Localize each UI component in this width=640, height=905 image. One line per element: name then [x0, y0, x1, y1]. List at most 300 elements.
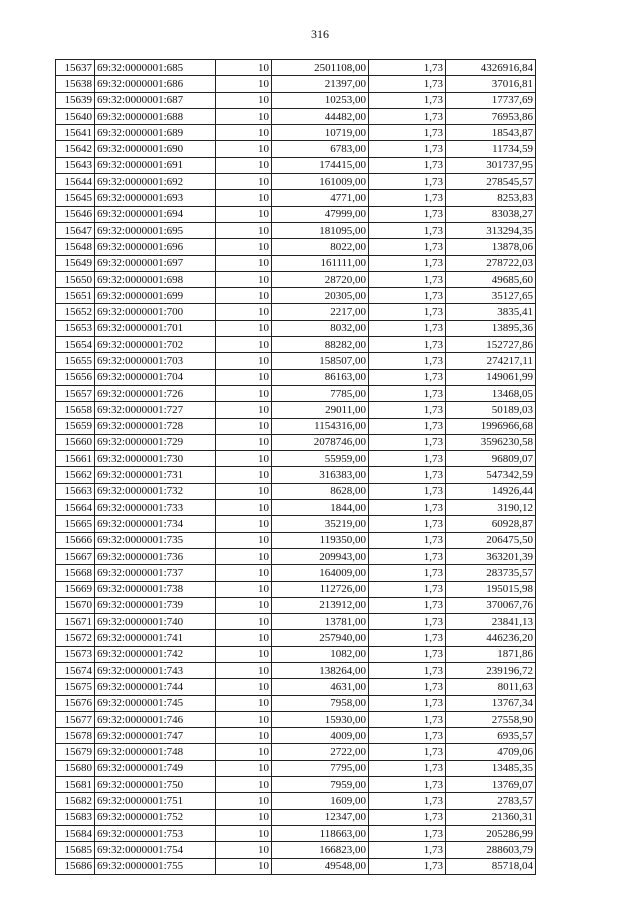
cadastral-value-cell: 8032,00	[272, 320, 369, 336]
cadastral-value-cell: 13781,00	[272, 614, 369, 630]
rate-cell: 10	[216, 548, 272, 564]
row-number-cell: 15683	[56, 809, 95, 825]
rate-cell: 10	[216, 174, 272, 190]
table-row	[56, 711, 536, 727]
table-body	[56, 60, 536, 875]
tax-amount-cell: 37016,81	[446, 76, 536, 92]
cadastral-number-cell: 69:32:0000001:745	[95, 695, 216, 711]
coefficient-cell: 1,73	[369, 532, 446, 548]
row-number-cell: 15669	[56, 581, 95, 597]
cadastral-value-cell: 174415,00	[272, 157, 369, 173]
row-number-cell: 15638	[56, 76, 95, 92]
cadastral-number-cell: 69:32:0000001:741	[95, 630, 216, 646]
row-number-cell: 15643	[56, 157, 95, 173]
rate-cell: 10	[216, 630, 272, 646]
table-row	[56, 581, 536, 597]
table-row	[56, 695, 536, 711]
row-number-cell: 15670	[56, 597, 95, 613]
table-row	[56, 777, 536, 793]
rate-cell: 10	[216, 500, 272, 516]
row-number-cell: 15637	[56, 60, 95, 76]
table-row	[56, 125, 536, 141]
rate-cell: 10	[216, 402, 272, 418]
coefficient-cell: 1,73	[369, 597, 446, 613]
rate-cell: 10	[216, 239, 272, 255]
row-number-cell: 15678	[56, 728, 95, 744]
cadastral-value-cell: 1609,00	[272, 793, 369, 809]
rate-cell: 10	[216, 532, 272, 548]
cadastral-value-cell: 7958,00	[272, 695, 369, 711]
tax-amount-cell: 288603,79	[446, 842, 536, 858]
coefficient-cell: 1,73	[369, 108, 446, 124]
cadastral-number-cell: 69:32:0000001:754	[95, 842, 216, 858]
row-number-cell: 15662	[56, 467, 95, 483]
row-number-cell: 15666	[56, 532, 95, 548]
coefficient-cell: 1,73	[369, 809, 446, 825]
coefficient-cell: 1,73	[369, 385, 446, 401]
coefficient-cell: 1,73	[369, 483, 446, 499]
tax-amount-cell: 3190,12	[446, 500, 536, 516]
coefficient-cell: 1,73	[369, 614, 446, 630]
rate-cell: 10	[216, 565, 272, 581]
rate-cell: 10	[216, 711, 272, 727]
coefficient-cell: 1,73	[369, 125, 446, 141]
row-number-cell: 15677	[56, 711, 95, 727]
cadastral-value-cell: 4631,00	[272, 679, 369, 695]
coefficient-cell: 1,73	[369, 157, 446, 173]
cadastral-number-cell: 69:32:0000001:696	[95, 239, 216, 255]
table-row	[56, 320, 536, 336]
cadastral-number-cell: 69:32:0000001:731	[95, 467, 216, 483]
rate-cell: 10	[216, 125, 272, 141]
tax-amount-cell: 85718,04	[446, 858, 536, 874]
cadastral-value-cell: 316383,00	[272, 467, 369, 483]
cadastral-number-cell: 69:32:0000001:748	[95, 744, 216, 760]
coefficient-cell: 1,73	[369, 744, 446, 760]
table-row	[56, 646, 536, 662]
row-number-cell: 15684	[56, 825, 95, 841]
cadastral-value-cell: 112726,00	[272, 581, 369, 597]
table-row	[56, 288, 536, 304]
rate-cell: 10	[216, 760, 272, 776]
row-number-cell: 15647	[56, 222, 95, 238]
table-row	[56, 434, 536, 450]
row-number-cell: 15665	[56, 516, 95, 532]
cadastral-number-cell: 69:32:0000001:733	[95, 500, 216, 516]
tax-amount-cell: 547342,59	[446, 467, 536, 483]
coefficient-cell: 1,73	[369, 320, 446, 336]
cadastral-number-cell: 69:32:0000001:685	[95, 60, 216, 76]
table-row	[56, 60, 536, 76]
tax-amount-cell: 3596230,58	[446, 434, 536, 450]
row-number-cell: 15660	[56, 434, 95, 450]
row-number-cell: 15661	[56, 451, 95, 467]
coefficient-cell: 1,73	[369, 418, 446, 434]
rate-cell: 10	[216, 662, 272, 678]
coefficient-cell: 1,73	[369, 500, 446, 516]
rate-cell: 10	[216, 646, 272, 662]
table-row	[56, 255, 536, 271]
cadastral-value-cell: 4771,00	[272, 190, 369, 206]
table-row	[56, 516, 536, 532]
row-number-cell: 15654	[56, 337, 95, 353]
row-number-cell: 15658	[56, 402, 95, 418]
cadastral-number-cell: 69:32:0000001:698	[95, 271, 216, 287]
rate-cell: 10	[216, 597, 272, 613]
coefficient-cell: 1,73	[369, 565, 446, 581]
row-number-cell: 15639	[56, 92, 95, 108]
tax-amount-cell: 370067,76	[446, 597, 536, 613]
table-row	[56, 842, 536, 858]
row-number-cell: 15686	[56, 858, 95, 874]
coefficient-cell: 1,73	[369, 353, 446, 369]
rate-cell: 10	[216, 809, 272, 825]
table-row	[56, 337, 536, 353]
coefficient-cell: 1,73	[369, 402, 446, 418]
cadastral-number-cell: 69:32:0000001:738	[95, 581, 216, 597]
cadastral-value-cell: 257940,00	[272, 630, 369, 646]
tax-amount-cell: 13468,05	[446, 385, 536, 401]
rate-cell: 10	[216, 679, 272, 695]
table-row	[56, 793, 536, 809]
cadastral-number-cell: 69:32:0000001:704	[95, 369, 216, 385]
tax-amount-cell: 13895,36	[446, 320, 536, 336]
row-number-cell: 15644	[56, 174, 95, 190]
row-number-cell: 15673	[56, 646, 95, 662]
tax-amount-cell: 18543,87	[446, 125, 536, 141]
cadastral-value-cell: 6783,00	[272, 141, 369, 157]
tax-amount-cell: 14926,44	[446, 483, 536, 499]
row-number-cell: 15645	[56, 190, 95, 206]
table-row	[56, 565, 536, 581]
table-row	[56, 402, 536, 418]
cadastral-value-cell: 86163,00	[272, 369, 369, 385]
cadastral-number-cell: 69:32:0000001:736	[95, 548, 216, 564]
cadastral-value-cell: 15930,00	[272, 711, 369, 727]
cadastral-number-cell: 69:32:0000001:695	[95, 222, 216, 238]
coefficient-cell: 1,73	[369, 239, 446, 255]
cadastral-number-cell: 69:32:0000001:729	[95, 434, 216, 450]
cadastral-number-cell: 69:32:0000001:744	[95, 679, 216, 695]
rate-cell: 10	[216, 385, 272, 401]
cadastral-number-cell: 69:32:0000001:694	[95, 206, 216, 222]
table-row	[56, 239, 536, 255]
cadastral-number-cell: 69:32:0000001:691	[95, 157, 216, 173]
rate-cell: 10	[216, 777, 272, 793]
cadastral-value-cell: 161009,00	[272, 174, 369, 190]
cadastral-value-cell: 213912,00	[272, 597, 369, 613]
row-number-cell: 15653	[56, 320, 95, 336]
rate-cell: 10	[216, 353, 272, 369]
rate-cell: 10	[216, 108, 272, 124]
cadastral-value-cell: 47999,00	[272, 206, 369, 222]
tax-amount-cell: 149061,99	[446, 369, 536, 385]
cadastral-number-cell: 69:32:0000001:699	[95, 288, 216, 304]
cadastral-number-cell: 69:32:0000001:697	[95, 255, 216, 271]
table-row	[56, 206, 536, 222]
rate-cell: 10	[216, 304, 272, 320]
row-number-cell: 15679	[56, 744, 95, 760]
row-number-cell: 15667	[56, 548, 95, 564]
cadastral-number-cell: 69:32:0000001:701	[95, 320, 216, 336]
cadastral-value-cell: 161111,00	[272, 255, 369, 271]
rate-cell: 10	[216, 728, 272, 744]
tax-amount-cell: 49685,60	[446, 271, 536, 287]
cadastral-value-cell: 119350,00	[272, 532, 369, 548]
row-number-cell: 15671	[56, 614, 95, 630]
coefficient-cell: 1,73	[369, 304, 446, 320]
table-row	[56, 614, 536, 630]
cadastral-number-cell: 69:32:0000001:734	[95, 516, 216, 532]
rate-cell: 10	[216, 825, 272, 841]
cadastral-number-cell: 69:32:0000001:750	[95, 777, 216, 793]
cadastral-number-cell: 69:32:0000001:746	[95, 711, 216, 727]
tax-amount-cell: 4326916,84	[446, 60, 536, 76]
rate-cell: 10	[216, 288, 272, 304]
cadastral-value-cell: 2722,00	[272, 744, 369, 760]
cadastral-value-cell: 1082,00	[272, 646, 369, 662]
rate-cell: 10	[216, 255, 272, 271]
coefficient-cell: 1,73	[369, 174, 446, 190]
row-number-cell: 15664	[56, 500, 95, 516]
row-number-cell: 15646	[56, 206, 95, 222]
coefficient-cell: 1,73	[369, 60, 446, 76]
cadastral-number-cell: 69:32:0000001:740	[95, 614, 216, 630]
row-number-cell: 15648	[56, 239, 95, 255]
table-row	[56, 597, 536, 613]
rate-cell: 10	[216, 842, 272, 858]
table-row	[56, 548, 536, 564]
cadastral-value-cell: 2501108,00	[272, 60, 369, 76]
row-number-cell: 15659	[56, 418, 95, 434]
table-row	[56, 451, 536, 467]
table-row	[56, 467, 536, 483]
cadastral-value-cell: 209943,00	[272, 548, 369, 564]
table-row	[56, 353, 536, 369]
cadastral-number-cell: 69:32:0000001:747	[95, 728, 216, 744]
cadastral-number-cell: 69:32:0000001:749	[95, 760, 216, 776]
tax-amount-cell: 35127,65	[446, 288, 536, 304]
coefficient-cell: 1,73	[369, 92, 446, 108]
table-row	[56, 809, 536, 825]
cadastral-value-cell: 35219,00	[272, 516, 369, 532]
coefficient-cell: 1,73	[369, 842, 446, 858]
cadastral-value-cell: 166823,00	[272, 842, 369, 858]
cadastral-number-cell: 69:32:0000001:700	[95, 304, 216, 320]
tax-amount-cell: 278722,03	[446, 255, 536, 271]
tax-amount-cell: 274217,11	[446, 353, 536, 369]
rate-cell: 10	[216, 451, 272, 467]
cadastral-value-cell: 12347,00	[272, 809, 369, 825]
cadastral-number-cell: 69:32:0000001:743	[95, 662, 216, 678]
cadastral-number-cell: 69:32:0000001:689	[95, 125, 216, 141]
coefficient-cell: 1,73	[369, 271, 446, 287]
table-row	[56, 108, 536, 124]
cadastral-value-cell: 8022,00	[272, 239, 369, 255]
rate-cell: 10	[216, 467, 272, 483]
table-row	[56, 76, 536, 92]
table-row	[56, 141, 536, 157]
cadastral-number-cell: 69:32:0000001:737	[95, 565, 216, 581]
coefficient-cell: 1,73	[369, 646, 446, 662]
page-number: 316	[311, 27, 329, 41]
table-row	[56, 174, 536, 190]
row-number-cell: 15641	[56, 125, 95, 141]
cadastral-number-cell: 69:32:0000001:687	[95, 92, 216, 108]
coefficient-cell: 1,73	[369, 728, 446, 744]
rate-cell: 10	[216, 744, 272, 760]
rate-cell: 10	[216, 206, 272, 222]
rate-cell: 10	[216, 581, 272, 597]
row-number-cell: 15675	[56, 679, 95, 695]
table-row	[56, 532, 536, 548]
coefficient-cell: 1,73	[369, 548, 446, 564]
coefficient-cell: 1,73	[369, 777, 446, 793]
coefficient-cell: 1,73	[369, 662, 446, 678]
tax-amount-cell: 83038,27	[446, 206, 536, 222]
cadastral-number-cell: 69:32:0000001:752	[95, 809, 216, 825]
coefficient-cell: 1,73	[369, 206, 446, 222]
cadastral-value-cell: 8628,00	[272, 483, 369, 499]
cadastral-value-cell: 1154316,00	[272, 418, 369, 434]
cadastral-value-cell: 181095,00	[272, 222, 369, 238]
cadastral-value-cell: 2217,00	[272, 304, 369, 320]
row-number-cell: 15674	[56, 662, 95, 678]
tax-amount-cell: 11734,59	[446, 141, 536, 157]
coefficient-cell: 1,73	[369, 76, 446, 92]
row-number-cell: 15642	[56, 141, 95, 157]
cadastral-value-cell: 55959,00	[272, 451, 369, 467]
cadastral-value-cell: 10253,00	[272, 92, 369, 108]
rate-cell: 10	[216, 614, 272, 630]
coefficient-cell: 1,73	[369, 581, 446, 597]
tax-amount-cell: 205286,99	[446, 825, 536, 841]
cadastral-number-cell: 69:32:0000001:735	[95, 532, 216, 548]
tax-amount-cell: 301737,95	[446, 157, 536, 173]
cadastral-number-cell: 69:32:0000001:742	[95, 646, 216, 662]
table-row	[56, 385, 536, 401]
cadastral-value-cell: 49548,00	[272, 858, 369, 874]
cadastral-value-cell: 164009,00	[272, 565, 369, 581]
cadastral-value-cell: 158507,00	[272, 353, 369, 369]
row-number-cell: 15652	[56, 304, 95, 320]
row-number-cell: 15681	[56, 777, 95, 793]
rate-cell: 10	[216, 271, 272, 287]
row-number-cell: 15685	[56, 842, 95, 858]
rate-cell: 10	[216, 418, 272, 434]
cadastral-value-cell: 10719,00	[272, 125, 369, 141]
tax-amount-cell: 8011,63	[446, 679, 536, 695]
cadastral-value-cell: 118663,00	[272, 825, 369, 841]
table-row	[56, 271, 536, 287]
row-number-cell: 15655	[56, 353, 95, 369]
coefficient-cell: 1,73	[369, 190, 446, 206]
cadastral-number-cell: 69:32:0000001:739	[95, 597, 216, 613]
cadastral-number-cell: 69:32:0000001:727	[95, 402, 216, 418]
tax-amount-cell: 17737,69	[446, 92, 536, 108]
coefficient-cell: 1,73	[369, 825, 446, 841]
row-number-cell: 15682	[56, 793, 95, 809]
tax-amount-cell: 363201,39	[446, 548, 536, 564]
coefficient-cell: 1,73	[369, 679, 446, 695]
cadastral-value-cell: 7785,00	[272, 385, 369, 401]
row-number-cell: 15663	[56, 483, 95, 499]
table-row	[56, 157, 536, 173]
row-number-cell: 15640	[56, 108, 95, 124]
rate-cell: 10	[216, 141, 272, 157]
tax-amount-cell: 50189,03	[446, 402, 536, 418]
rate-cell: 10	[216, 793, 272, 809]
tax-amount-cell: 239196,72	[446, 662, 536, 678]
rate-cell: 10	[216, 434, 272, 450]
table-row	[56, 222, 536, 238]
rate-cell: 10	[216, 157, 272, 173]
table-row	[56, 190, 536, 206]
cadastral-value-cell: 2078746,00	[272, 434, 369, 450]
rate-cell: 10	[216, 695, 272, 711]
tax-amount-cell: 27558,90	[446, 711, 536, 727]
cadastral-number-cell: 69:32:0000001:732	[95, 483, 216, 499]
table-row	[56, 630, 536, 646]
table-row	[56, 728, 536, 744]
row-number-cell: 15668	[56, 565, 95, 581]
coefficient-cell: 1,73	[369, 337, 446, 353]
cadastral-number-cell: 69:32:0000001:703	[95, 353, 216, 369]
rate-cell: 10	[216, 337, 272, 353]
cadastral-table	[55, 59, 536, 875]
tax-amount-cell: 13767,34	[446, 695, 536, 711]
coefficient-cell: 1,73	[369, 760, 446, 776]
cadastral-value-cell: 44482,00	[272, 108, 369, 124]
cadastral-number-cell: 69:32:0000001:730	[95, 451, 216, 467]
coefficient-cell: 1,73	[369, 630, 446, 646]
cadastral-number-cell: 69:32:0000001:702	[95, 337, 216, 353]
cadastral-number-cell: 69:32:0000001:686	[95, 76, 216, 92]
tax-amount-cell: 13769,07	[446, 777, 536, 793]
tax-amount-cell: 195015,98	[446, 581, 536, 597]
cadastral-number-cell: 69:32:0000001:690	[95, 141, 216, 157]
row-number-cell: 15650	[56, 271, 95, 287]
coefficient-cell: 1,73	[369, 467, 446, 483]
coefficient-cell: 1,73	[369, 288, 446, 304]
cadastral-value-cell: 138264,00	[272, 662, 369, 678]
tax-amount-cell: 4709,06	[446, 744, 536, 760]
cadastral-number-cell: 69:32:0000001:751	[95, 793, 216, 809]
row-number-cell: 15680	[56, 760, 95, 776]
cadastral-value-cell: 21397,00	[272, 76, 369, 92]
cadastral-value-cell: 28720,00	[272, 271, 369, 287]
tax-amount-cell: 60928,87	[446, 516, 536, 532]
table-row	[56, 662, 536, 678]
tax-amount-cell: 1871,86	[446, 646, 536, 662]
rate-cell: 10	[216, 369, 272, 385]
row-number-cell: 15649	[56, 255, 95, 271]
tax-amount-cell: 8253,83	[446, 190, 536, 206]
tax-amount-cell: 13878,06	[446, 239, 536, 255]
tax-amount-cell: 6935,57	[446, 728, 536, 744]
coefficient-cell: 1,73	[369, 858, 446, 874]
coefficient-cell: 1,73	[369, 516, 446, 532]
coefficient-cell: 1,73	[369, 369, 446, 385]
table-row	[56, 369, 536, 385]
tax-amount-cell: 3835,41	[446, 304, 536, 320]
cadastral-number-cell: 69:32:0000001:755	[95, 858, 216, 874]
table-row	[56, 92, 536, 108]
tax-amount-cell: 2783,57	[446, 793, 536, 809]
table-row	[56, 679, 536, 695]
cadastral-number-cell: 69:32:0000001:693	[95, 190, 216, 206]
row-number-cell: 15651	[56, 288, 95, 304]
